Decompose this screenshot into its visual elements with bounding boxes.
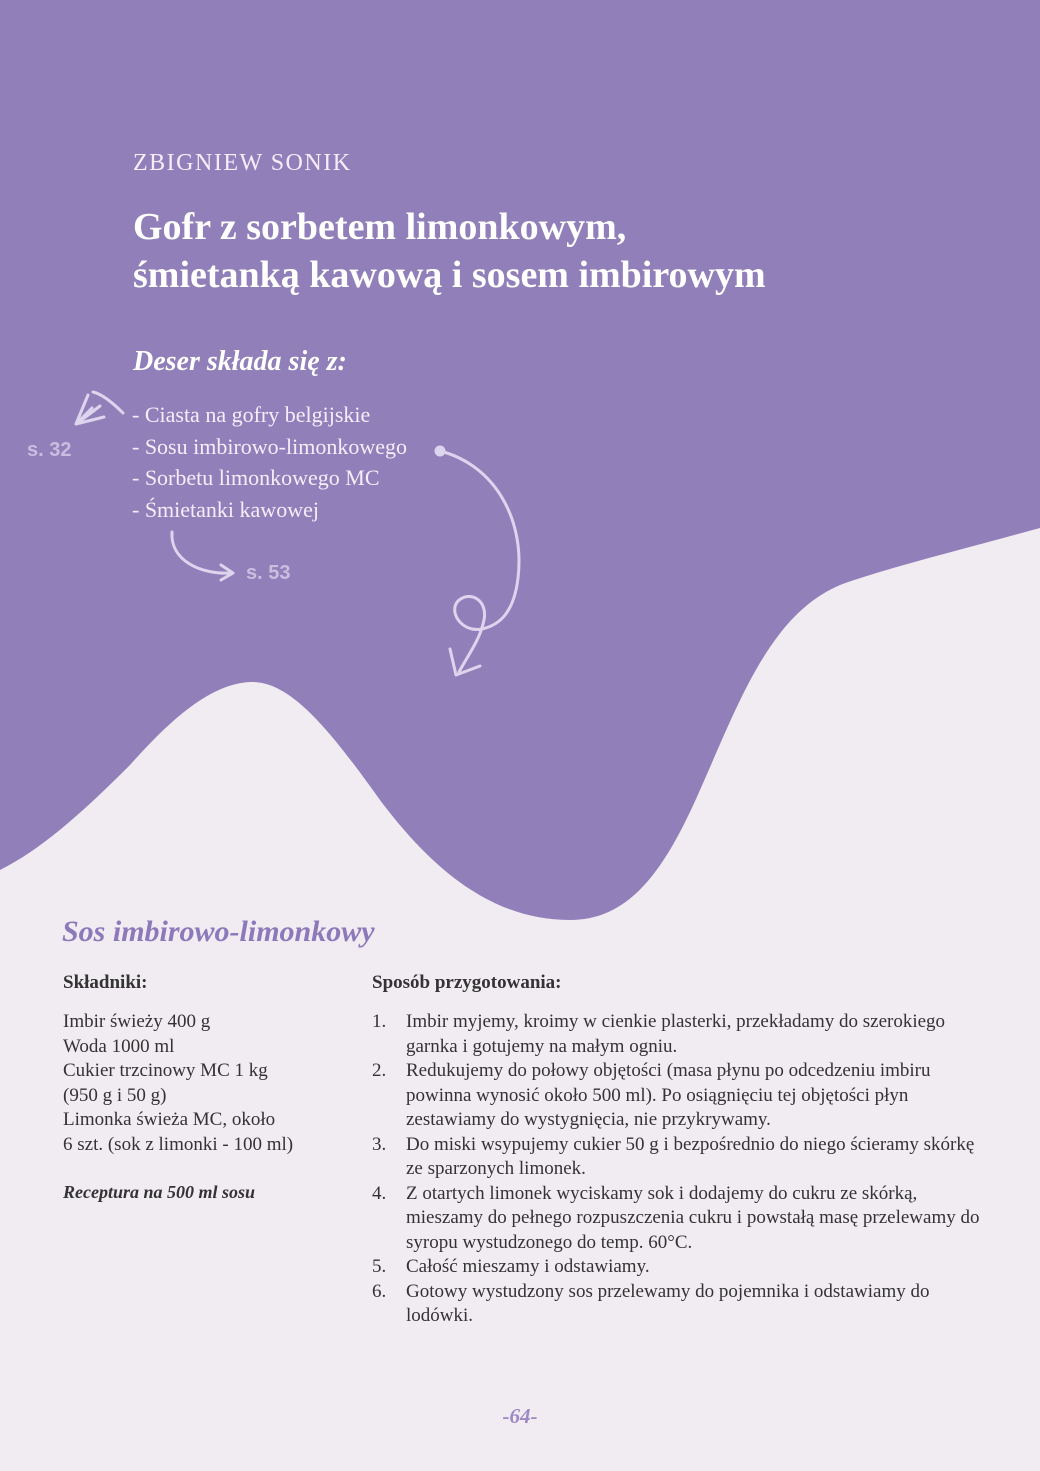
- method-step: [372, 1255, 982, 1280]
- component-item: - Ciasta na gofry belgijskie: [132, 402, 371, 427]
- step-number: 3.: [372, 1133, 387, 1155]
- step-text: Imbir myjemy, kroimy w cienkie plasterki, przekładamy do szerokiego garnka i gotujemy na małym ogniu.: [406, 1011, 946, 1057]
- recipe-title-line-2: śmietanką kawową i sosem imbirowym: [133, 254, 766, 296]
- method-steps: [372, 1010, 982, 1329]
- ingredient-line: Limonka świeża MC, około: [63, 1109, 276, 1130]
- recipe-yield: Receptura na 500 ml sosu: [63, 1182, 256, 1202]
- ingredient-line: (950 g i 50 g): [63, 1084, 167, 1106]
- recipe-title: [133, 203, 766, 299]
- method-step: [372, 1010, 982, 1059]
- step-number: 5.: [372, 1256, 387, 1277]
- method-step: [372, 1280, 982, 1329]
- component-item: - Śmietanki kawowej: [132, 496, 319, 522]
- step-text: Redukujemy do połowy objętości (masa płynu po odcedzeniu imbiru powinna wynosić około 500 ml). Po osiągnięciu tej objętości płyn zestawiamy do wystygnięcia, nie przykrywamy.: [406, 1060, 931, 1130]
- ingredients-heading: Składniki:: [63, 972, 148, 993]
- step-text: Do miski wsypujemy cukier 50 g i bezpośrednio do niego ścieramy skórkę ze sparzonych limonek.: [406, 1133, 975, 1179]
- component-item: - Sorbetu limonkowego MC: [132, 465, 380, 491]
- component-item: - Sosu imbirowo-limonkowego: [132, 433, 407, 459]
- step-text: Z otartych limonek wyciskamy sok i dodajemy do cukru ze skórką, mieszamy do pełnego rozpuszczenia cukru i powstałą masę przelewamy do syropu wystudzonego do temp. 60°C.: [406, 1182, 980, 1253]
- components-heading: Deser składa się z:: [133, 346, 347, 377]
- ingredient-line: Woda 1000 ml: [63, 1035, 175, 1057]
- step-number: 6.: [372, 1280, 387, 1302]
- ingredient-line: Imbir świeży 400 g: [63, 1011, 211, 1032]
- method-step: [372, 1059, 982, 1133]
- ingredient-line: Cukier trzcinowy MC 1 kg: [63, 1060, 268, 1081]
- step-text: Gotowy wystudzony sos przelewamy do pojemnika i odstawiamy do lodówki.: [406, 1280, 930, 1326]
- step-number: 2.: [372, 1060, 387, 1081]
- sauce-section-title: Sos imbirowo-limonkowy: [62, 915, 375, 948]
- method-step: [372, 1133, 982, 1182]
- page-number: -64-: [502, 1404, 538, 1428]
- components-list: [132, 399, 407, 525]
- method-step: [372, 1182, 982, 1256]
- author-name: ZBIGNIEW SONIK: [133, 150, 352, 176]
- step-number: 1.: [372, 1011, 387, 1032]
- page-ref-s32: s. 32: [27, 439, 72, 461]
- page-ref-s53: s. 53: [246, 562, 291, 584]
- method-heading: Sposób przygotowania:: [372, 972, 562, 993]
- step-number: 4.: [372, 1182, 387, 1204]
- ingredients-list: [63, 1010, 343, 1157]
- step-text: Całość mieszamy i odstawiamy.: [406, 1256, 650, 1277]
- recipe-title-line-1: Gofr z sorbetem limonkowym,: [133, 206, 627, 248]
- ingredient-line: 6 szt. (sok z limonki - 100 ml): [63, 1133, 294, 1155]
